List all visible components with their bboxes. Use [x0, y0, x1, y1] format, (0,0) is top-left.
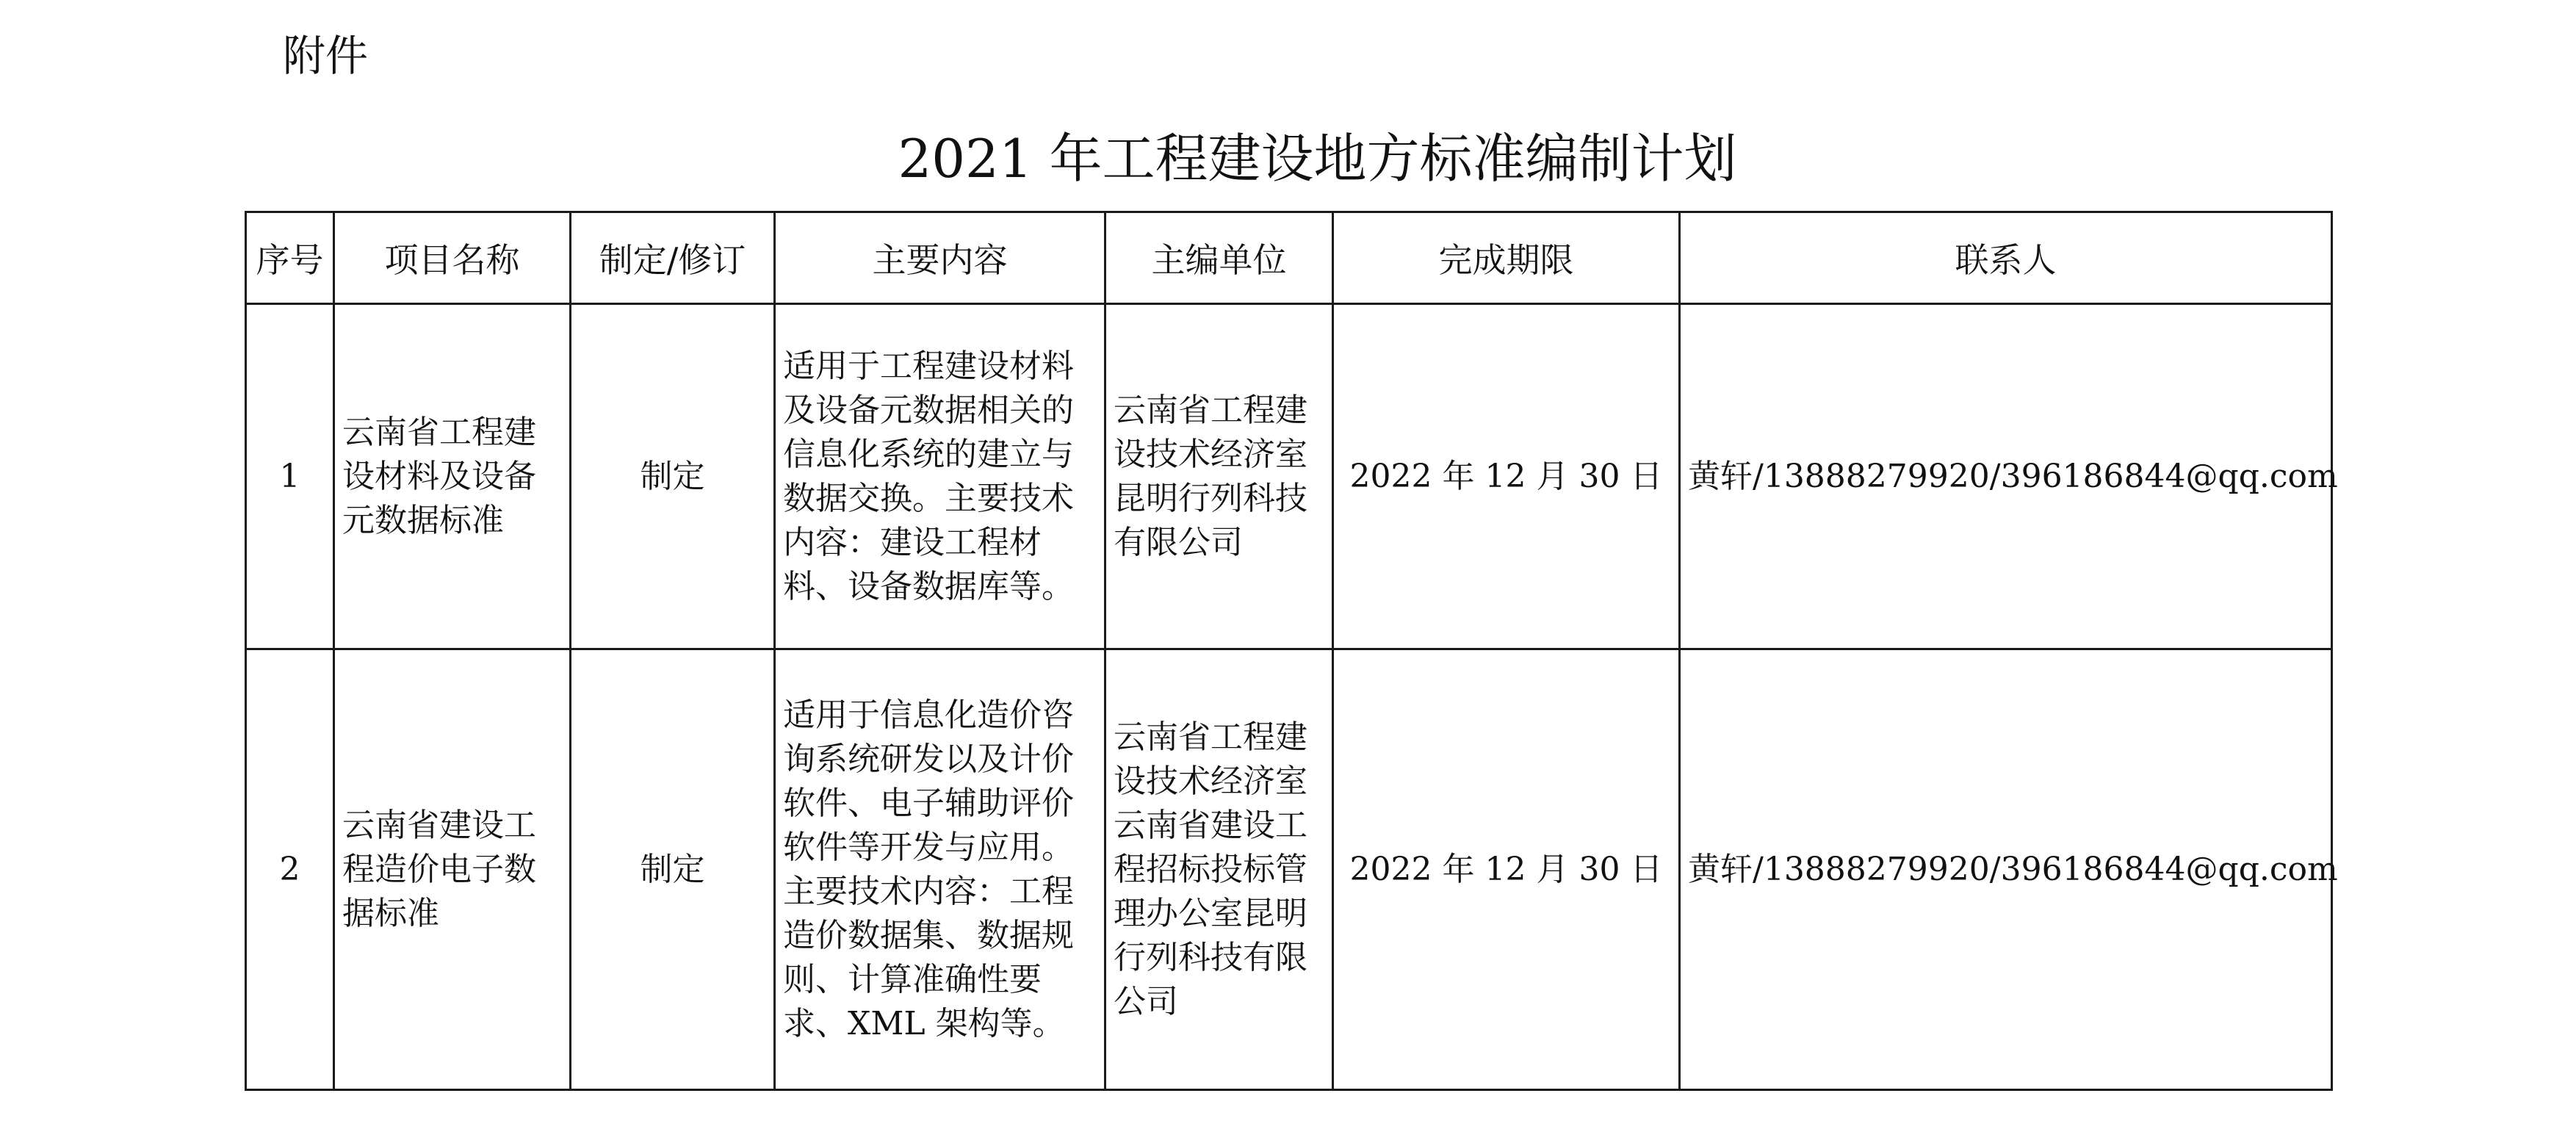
cell-no: 2	[246, 649, 334, 1090]
cell-contact: 黄轩/13888279920/396186844@qq.com	[1680, 649, 2332, 1090]
column-header-content: 主要内容	[775, 212, 1105, 304]
column-header-name: 项目名称	[334, 212, 571, 304]
cell-deadline: 2022 年 12 月 30 日	[1333, 649, 1680, 1090]
cell-type: 制定	[571, 304, 775, 649]
column-header-no: 序号	[246, 212, 334, 304]
attachment-label: 附件	[283, 31, 369, 81]
column-header-type: 制定/修订	[571, 212, 775, 304]
cell-deadline: 2022 年 12 月 30 日	[1333, 304, 1680, 649]
table-row	[246, 304, 2332, 649]
plan-table	[245, 211, 2338, 1091]
cell-project-name: 云南省建设工程造价电子数据标准	[334, 649, 571, 1090]
column-header-contact: 联系人	[1680, 212, 2332, 304]
cell-no: 1	[246, 304, 334, 649]
cell-editor: 云南省工程建设技术经济室昆明行列科技有限公司	[1105, 304, 1333, 649]
table-row	[246, 649, 2332, 1090]
cell-editor: 云南省工程建设技术经济室云南省建设工程招标投标管理办公室昆明行列科技有限公司	[1105, 649, 1333, 1090]
table-header-row	[246, 212, 2332, 304]
cell-content: 适用于工程建设材料及设备元数据相关的信息化系统的建立与数据交换。主要技术内容：建设工程材料、设备数据库等。	[775, 304, 1105, 649]
column-header-deadline: 完成期限	[1333, 212, 1680, 304]
cell-project-name: 云南省工程建设材料及设备元数据标准	[334, 304, 571, 649]
cell-contact: 黄轩/13888279920/396186844@qq.com	[1680, 304, 2332, 649]
cell-content: 适用于信息化造价咨询系统研发以及计价软件、电子辅助评价软件等开发与应用。主要技术内容：工程造价数据集、数据规则、计算准确性要求、XML 架构等。	[775, 649, 1105, 1090]
column-header-editor: 主编单位	[1105, 212, 1333, 304]
document-title: 2021 年工程建设地方标准编制计划	[898, 128, 1737, 190]
cell-type: 制定	[571, 649, 775, 1090]
